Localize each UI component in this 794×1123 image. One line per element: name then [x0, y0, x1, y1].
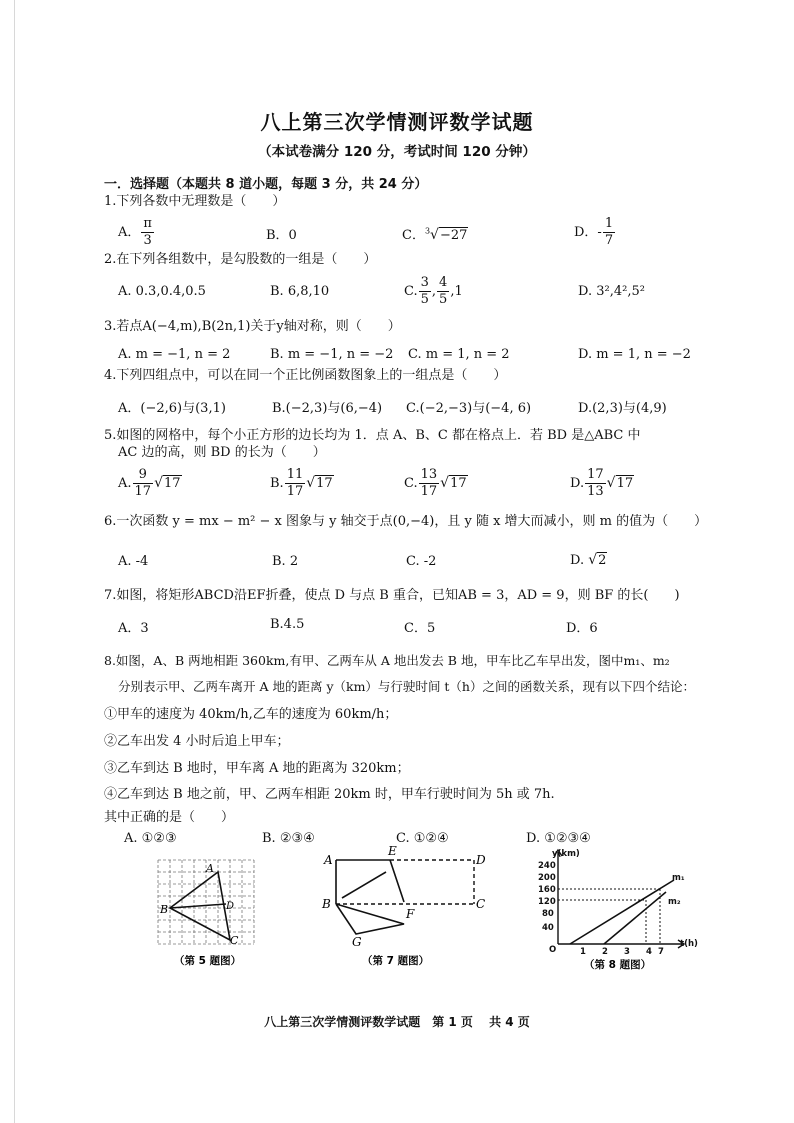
- q5-stem-line1: 5.如图的网格中，每个小正方形的边长均为 1．点 A、B、C 都在格点上．若 BD 是△ABC 中: [104, 428, 641, 443]
- y-tick-80: 80: [542, 909, 554, 919]
- x-tick-2: 2: [602, 947, 608, 957]
- q7-option-d: D．6: [566, 621, 598, 636]
- q6-stem: 6.一次函数 y = mx − m² − x 图象与 y 轴交于点(0,−4)，且 y 随 x 增大而减小，则 m 的值为（ ）: [104, 514, 708, 529]
- q7-option-b: B.4.5: [270, 617, 305, 632]
- y-tick-160: 160: [538, 885, 556, 895]
- q8-statement-4: ④乙车到达 B 地之前，甲、乙两车相距 20km 时，甲车行驶时间为 5h 或 7h.: [104, 787, 555, 802]
- q6-option-d: D. √2: [570, 552, 607, 568]
- q3-stem: 3.若点A(−4,m),B(2n,1)关于y轴对称，则（ ）: [104, 319, 401, 334]
- q2-stem: 2.在下列各组数中，是勾股数的一组是（ ）: [104, 252, 377, 267]
- q2-option-c: C. $\frac{3}{5}$ , $\frac{4}{5}$ ,1: [404, 275, 463, 307]
- q4-option-b: B.(−2,3)与(6,−4): [272, 401, 383, 416]
- m2-label: m₂: [668, 897, 681, 907]
- x-tick-1: 1: [580, 947, 586, 957]
- origin-label: O: [549, 945, 557, 955]
- q7-stem: 7.如图，将矩形ABCD沿EF折叠，使点 D 与点 B 重合，已知AB = 3，AD = 9，则 BF 的长( ): [104, 588, 680, 603]
- label-d: D: [476, 853, 486, 867]
- x-axis-label: t(h): [680, 939, 698, 949]
- label-f: F: [406, 907, 415, 921]
- figure-8-distance-time-graph: [532, 844, 702, 972]
- q8-statement-3: ③乙车到达 B 地时，甲车离 A 地的距离为 320km；: [104, 761, 410, 776]
- q6-option-b: B. 2: [272, 554, 299, 569]
- exam-title: 八上第三次学情测评数学试题: [260, 110, 534, 134]
- q4-option-a: A．(−2,6)与(3,1): [118, 401, 226, 416]
- m1-label: m₁: [672, 873, 685, 883]
- q1-option-b: B．0: [266, 228, 297, 243]
- section-heading: 一．选择题（本题共 8 道小题，每题 3 分，共 24 分）: [104, 177, 428, 192]
- q5-option-c: C. $\frac{13}{17}$ √17: [404, 467, 467, 499]
- figure-8-caption: （第 8 题图）: [584, 959, 652, 971]
- label-d: D: [226, 901, 235, 912]
- y-axis-label: y(km): [552, 849, 580, 859]
- q8-statement-2: ②乙车出发 4 小时后追上甲车；: [104, 734, 290, 749]
- q8-option-a: A. ①②③: [124, 831, 177, 846]
- q8-ask: 其中正确的是（ ）: [104, 810, 235, 825]
- label-g: G: [352, 935, 362, 949]
- q5-option-b: B. $\frac{11}{17}$ √17: [270, 467, 333, 499]
- q5-stem-line2: AC 边的高，则 BD 的长为（ ）: [118, 445, 326, 460]
- q4-option-d: D.(2,3)与(4,9): [578, 401, 667, 416]
- figure-7-folded-rectangle: [318, 842, 494, 972]
- q5-option-d: D. $\frac{17}{13}$ √17: [570, 467, 634, 499]
- label-b: B: [322, 897, 331, 911]
- label-c: C: [476, 897, 486, 911]
- q4-option-c: C.(−2,−3)与(−4, 6): [406, 401, 532, 416]
- q7-option-a: A．3: [118, 621, 149, 636]
- y-tick-120: 120: [538, 897, 556, 907]
- exam-subtitle: （本试卷满分 120 分，考试时间 120 分钟）: [258, 144, 536, 160]
- y-tick-40: 40: [542, 923, 554, 933]
- q1-option-a: A． $\frac{\pi}{3}$: [118, 216, 152, 248]
- q2-option-a: A. 0.3,0.4,0.5: [118, 284, 206, 299]
- q7-option-c: C．5: [404, 621, 436, 636]
- figure-5-caption: （第 5 题图）: [174, 955, 242, 967]
- q3-option-c: C. m = 1, n = 2: [408, 347, 510, 362]
- label-e: E: [388, 844, 397, 858]
- x-tick-3: 3: [624, 947, 630, 957]
- fold-dashed-lines: [336, 860, 474, 904]
- rectangle-abcd: [336, 860, 404, 934]
- q1-stem: 1.下列各数中无理数是（ ）: [104, 194, 286, 209]
- axes: [554, 850, 684, 948]
- lines-m1-m2: [570, 880, 674, 944]
- y-tick-200: 200: [538, 873, 556, 883]
- q3-option-d: D. m = 1, n = −2: [578, 347, 691, 362]
- x-tick-4: 4: [646, 947, 652, 957]
- q2-option-d: D. 3²,4²,5²: [578, 284, 645, 299]
- triangle-abc: [170, 872, 230, 940]
- page-footer: 八上第三次学情测评数学试题 第 1 页 共 4 页: [264, 1015, 530, 1029]
- q6-option-c: C. -2: [406, 554, 437, 569]
- q1-option-d: D．- $\frac{1}{7}$: [574, 216, 614, 248]
- q8-option-c: C. ①②④: [396, 831, 449, 846]
- q8-statement-1: ①甲车的速度为 40km/h,乙车的速度为 60km/h；: [104, 707, 398, 722]
- label-c: C: [230, 934, 239, 947]
- q6-option-a: A. -4: [118, 554, 149, 569]
- q2-option-b: B. 6,8,10: [270, 284, 330, 299]
- line-m1: [570, 880, 674, 944]
- q3-option-a: A. m = −1, n = 2: [118, 347, 231, 362]
- q8-stem-line1: 8.如图，A、B 两地相距 360km,有甲、乙两车从 A 地出发去 B 地，甲车比乙车早出发，图中m₁、m₂: [104, 653, 670, 668]
- figure-7-caption: （第 7 题图）: [362, 955, 430, 967]
- q8-option-b: B. ②③④: [262, 831, 315, 846]
- q1-option-c: C．$^3$√−27: [402, 226, 468, 243]
- figure-5-grid-triangle: [150, 852, 270, 972]
- x-tick-7: 7: [658, 947, 664, 957]
- q8-stem-line2: 分别表示甲、乙两车离开 A 地的距离 y（km）与行驶时间 t（h）之间的函数关系，现有以下四个结论：: [118, 679, 695, 694]
- q5-option-a: A. $\frac{9}{17}$ √17: [118, 467, 181, 499]
- label-a: A: [324, 853, 333, 867]
- q4-stem: 4.下列四组点中，可以在同一个正比例函数图象上的一组点是（ ）: [104, 368, 507, 383]
- label-a: A: [206, 862, 214, 875]
- y-tick-240: 240: [538, 861, 556, 871]
- scan-edge-line: [14, 0, 15, 1123]
- q8-option-d: D. ①②③④: [526, 831, 591, 846]
- label-b: B: [160, 903, 169, 916]
- q3-option-b: B. m = −1, n = −2: [270, 347, 394, 362]
